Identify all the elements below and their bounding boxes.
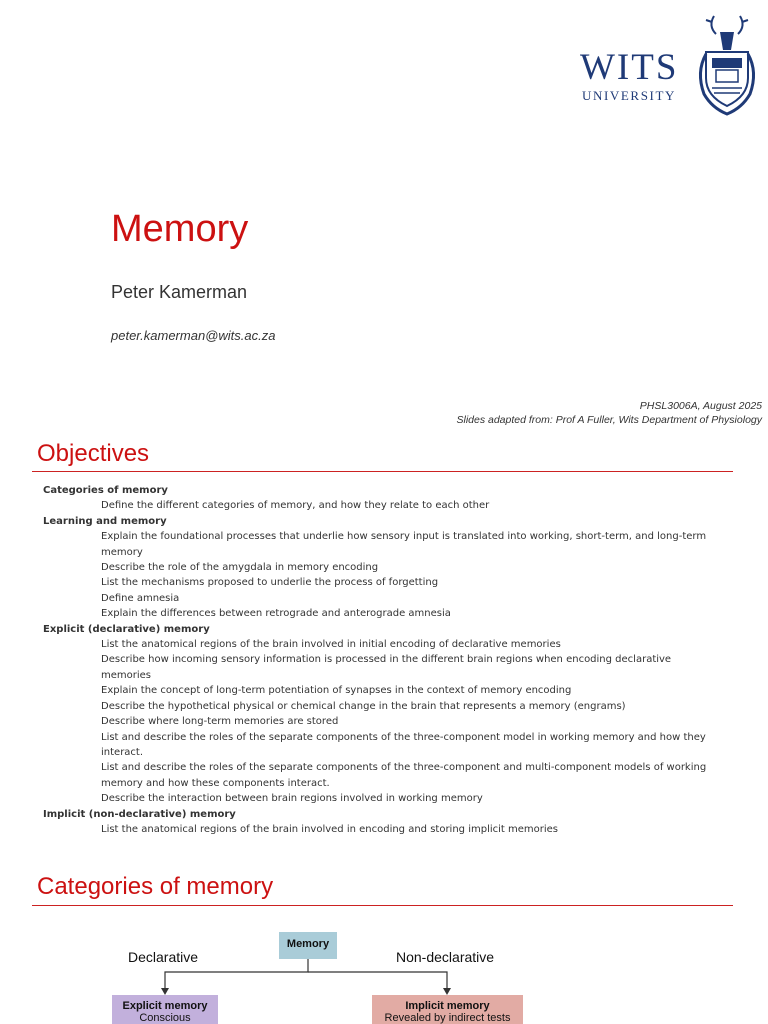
- wits-university-logo: [578, 10, 758, 120]
- memory-root-box: Memory: [279, 932, 337, 959]
- objectives-divider: [32, 471, 733, 472]
- crest-icon: [694, 12, 760, 116]
- objective-item: Define the different categories of memory, and how they relate to each other: [101, 500, 490, 512]
- explicit-memory-box: [112, 995, 218, 1024]
- author-name: Peter Kamerman: [111, 282, 248, 302]
- objectives-heading: Objectives: [37, 440, 150, 467]
- categories-heading: Categories of memory: [37, 873, 274, 900]
- objective-category: Learning and memory: [43, 515, 167, 527]
- objectives-list: [43, 483, 723, 837]
- objective-category: Explicit (declarative) memory: [43, 623, 210, 635]
- categories-divider: [32, 905, 733, 906]
- objective-item: Define amnesia: [101, 592, 180, 604]
- explicit-memory-title: Explicit memory: [122, 1000, 208, 1012]
- non-declarative-label: Non-declarative: [396, 949, 495, 965]
- declarative-label: Declarative: [128, 949, 199, 965]
- objective-item: List the anatomical regions of the brain involved in initial encoding of declarative memories: [101, 639, 561, 651]
- implicit-memory-subtitle: Revealed by indirect tests: [384, 1012, 511, 1024]
- implicit-memory-box: [372, 995, 523, 1024]
- objective-item: Explain the differences between retrograde and anterograde amnesia: [101, 608, 451, 620]
- slide-credit: Slides adapted from: Prof A Fuller, Wits Department of Physiology: [456, 414, 762, 426]
- objective-category: Categories of memory: [43, 485, 168, 496]
- explicit-memory-subtitle: Conscious: [139, 1012, 191, 1024]
- objective-item: Describe the role of the amygdala in memory encoding: [101, 562, 379, 574]
- logo-subtitle: UNIVERSITY: [582, 88, 676, 103]
- objective-item: Explain the foundational processes that underlie how sensory input is translated into working, short-term, and long-term memory: [101, 531, 707, 558]
- objective-item: List the anatomical regions of the brain involved in encoding and storing implicit memories: [101, 823, 559, 835]
- slide-title: Memory: [111, 208, 249, 250]
- course-code: PHSL3006A, August 2025: [639, 400, 762, 412]
- objective-item: Describe the interaction between brain regions involved in working memory: [101, 793, 483, 805]
- objective-item: Describe the hypothetical physical or chemical change in the brain that represents a memory (engrams): [101, 700, 626, 712]
- logo-wordmark: WITS: [580, 47, 679, 88]
- implicit-memory-title: Implicit memory: [405, 1000, 490, 1012]
- objective-category: Implicit (non-declarative) memory: [43, 808, 236, 820]
- objective-item: Describe where long-term memories are stored: [101, 716, 339, 728]
- objective-item: List and describe the roles of the separate components of the three-component model in working memory and how they interact.: [101, 731, 706, 758]
- memory-categories-diagram: [0, 920, 768, 1024]
- objective-item: List and describe the roles of the separate components of the three-component and multi-component models of working memory and how these components interact.: [101, 762, 707, 789]
- objective-item: Explain the concept of long-term potentiation of synapses in the context of memory encoding: [101, 685, 572, 697]
- objective-item: List the mechanisms proposed to underlie the process of forgetting: [101, 577, 439, 589]
- author-email: peter.kamerman@wits.ac.za: [111, 328, 276, 343]
- objective-item: Describe how incoming sensory information is processed in the different brain regions when encoding declarative memories: [101, 654, 672, 681]
